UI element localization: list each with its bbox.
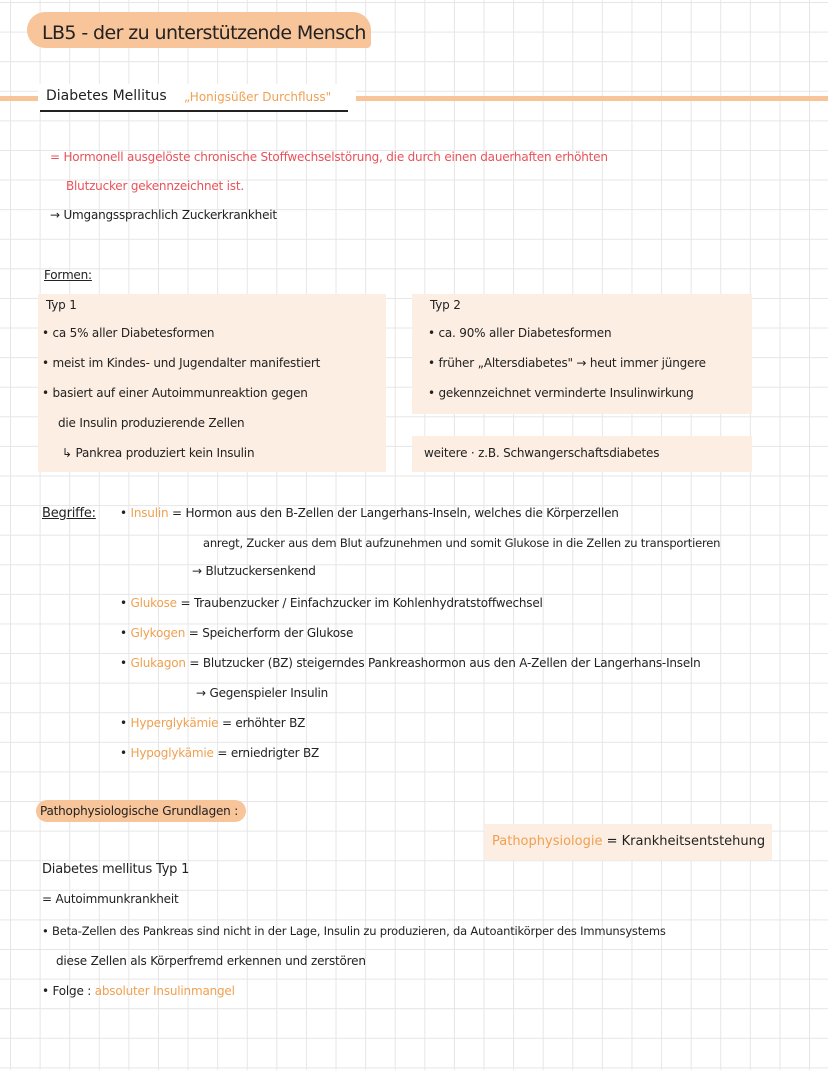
term-glykogen: • Glykogen = Speicherform der Glukose [120, 626, 354, 640]
patho-line: diese Zellen als Körperfremd erkennen und zerstören [56, 954, 366, 968]
patho-definition [492, 834, 765, 849]
definition-line: = Hormonell ausgelöste chronische Stoffwechselstörung, die durch einen dauerhaften erhöhten [50, 150, 608, 164]
typ2-item: • ca. 90% aller Diabetesformen [428, 326, 612, 340]
term-label: Insulin [130, 506, 169, 520]
weitere-note: weitere · z.B. Schwangerschaftsdiabetes [424, 446, 660, 460]
page-title: LB5 - der zu unterstützende Mensch [42, 22, 366, 44]
begriffe-heading: Begriffe: [42, 506, 96, 521]
term-label: Glykogen [130, 626, 186, 640]
term-hypoglykaemie: • Hypoglykämie = erniedrigter BZ [120, 746, 320, 760]
colloquial-name: → Umgangssprachlich Zuckerkrankheit [50, 208, 277, 222]
patho-folge [42, 984, 235, 998]
patho-heading-colon: : [234, 804, 239, 818]
typ1-title: Typ 1 [46, 298, 77, 312]
folge-label: • Folge : [42, 984, 92, 998]
typ2-item: • gekennzeichnet verminderte Insulinwirkung [428, 386, 694, 400]
term-label: Glukagon [130, 656, 186, 670]
term-definition: = erniedrigter BZ [217, 746, 320, 760]
term-definition-cont: anregt, Zucker aus dem Blut aufzunehmen und somit Glukose in die Zellen zu transportieren [203, 536, 721, 550]
typ1-item: • ca 5% aller Diabetesformen [42, 326, 215, 340]
typ1-item: • basiert auf einer Autoimmunreaktion gegen [42, 386, 308, 400]
term-label: Glukose [130, 596, 177, 610]
term-definition: = Traubenzucker / Einfachzucker im Kohlenhydratstoffwechsel [180, 596, 543, 610]
term-definition: = Speicherform der Glukose [188, 626, 354, 640]
patho-line: = Autoimmunkrankheit [42, 892, 179, 906]
formen-heading: Formen: [44, 268, 92, 282]
term-note: → Blutzuckersenkend [192, 564, 316, 578]
topic-title: Diabetes Mellitus [46, 88, 167, 104]
term-definition: = erhöhter BZ [221, 716, 306, 730]
typ1-item: • meist im Kindes- und Jugendalter manifestiert [42, 356, 321, 370]
definition-line: Blutzucker gekennzeichnet ist. [66, 179, 244, 193]
patho-line: • Beta-Zellen des Pankreas sind nicht in der Lage, Insulin zu produzieren, da Autoantikörper des Immunsystems [42, 924, 666, 938]
patho-term: Pathophysiologie [492, 834, 603, 849]
typ2-title: Typ 2 [430, 298, 461, 312]
term-glukose: • Glukose = Traubenzucker / Einfachzucker im Kohlenhydratstoffwechsel [120, 596, 543, 610]
topic-underline [40, 110, 348, 112]
typ1-item: ↳ Pankrea produziert kein Insulin [62, 446, 255, 460]
patho-subheading: Diabetes mellitus Typ 1 [42, 862, 190, 877]
term-note: → Gegenspieler Insulin [196, 686, 329, 700]
patho-heading [40, 804, 238, 818]
term-label: Hypoglykämie [130, 746, 214, 760]
term-label: Hyperglykämie [130, 716, 219, 730]
typ2-item: • früher „Altersdiabetes" → heut immer jüngere [428, 356, 706, 370]
term-glukagon: • Glukagon = Blutzucker (BZ) steigerndes Pankreashormon aus den A-Zellen der Langerhans-Inseln [120, 656, 701, 670]
patho-term-def: = Krankheitsentstehung [606, 834, 766, 849]
patho-heading-text: Pathophysiologische Grundlagen [40, 804, 231, 818]
folge-value: absoluter Insulinmangel [94, 984, 235, 998]
typ1-item: die Insulin produzierende Zellen [58, 416, 245, 430]
term-hyperglykaemie: • Hyperglykämie = erhöhter BZ [120, 716, 306, 730]
term-insulin: • Insulin = Hormon aus den B-Zellen der Langerhans-Inseln, welches die Körperzellen [120, 506, 619, 520]
term-definition: = Blutzucker (BZ) steigerndes Pankreashormon aus den A-Zellen der Langerhans-Inseln [189, 656, 701, 670]
term-definition: = Hormon aus den B-Zellen der Langerhans-Inseln, welches die Körperzellen [172, 506, 619, 520]
topic-subtitle: „Honigsüßer Durchfluss" [184, 90, 332, 104]
